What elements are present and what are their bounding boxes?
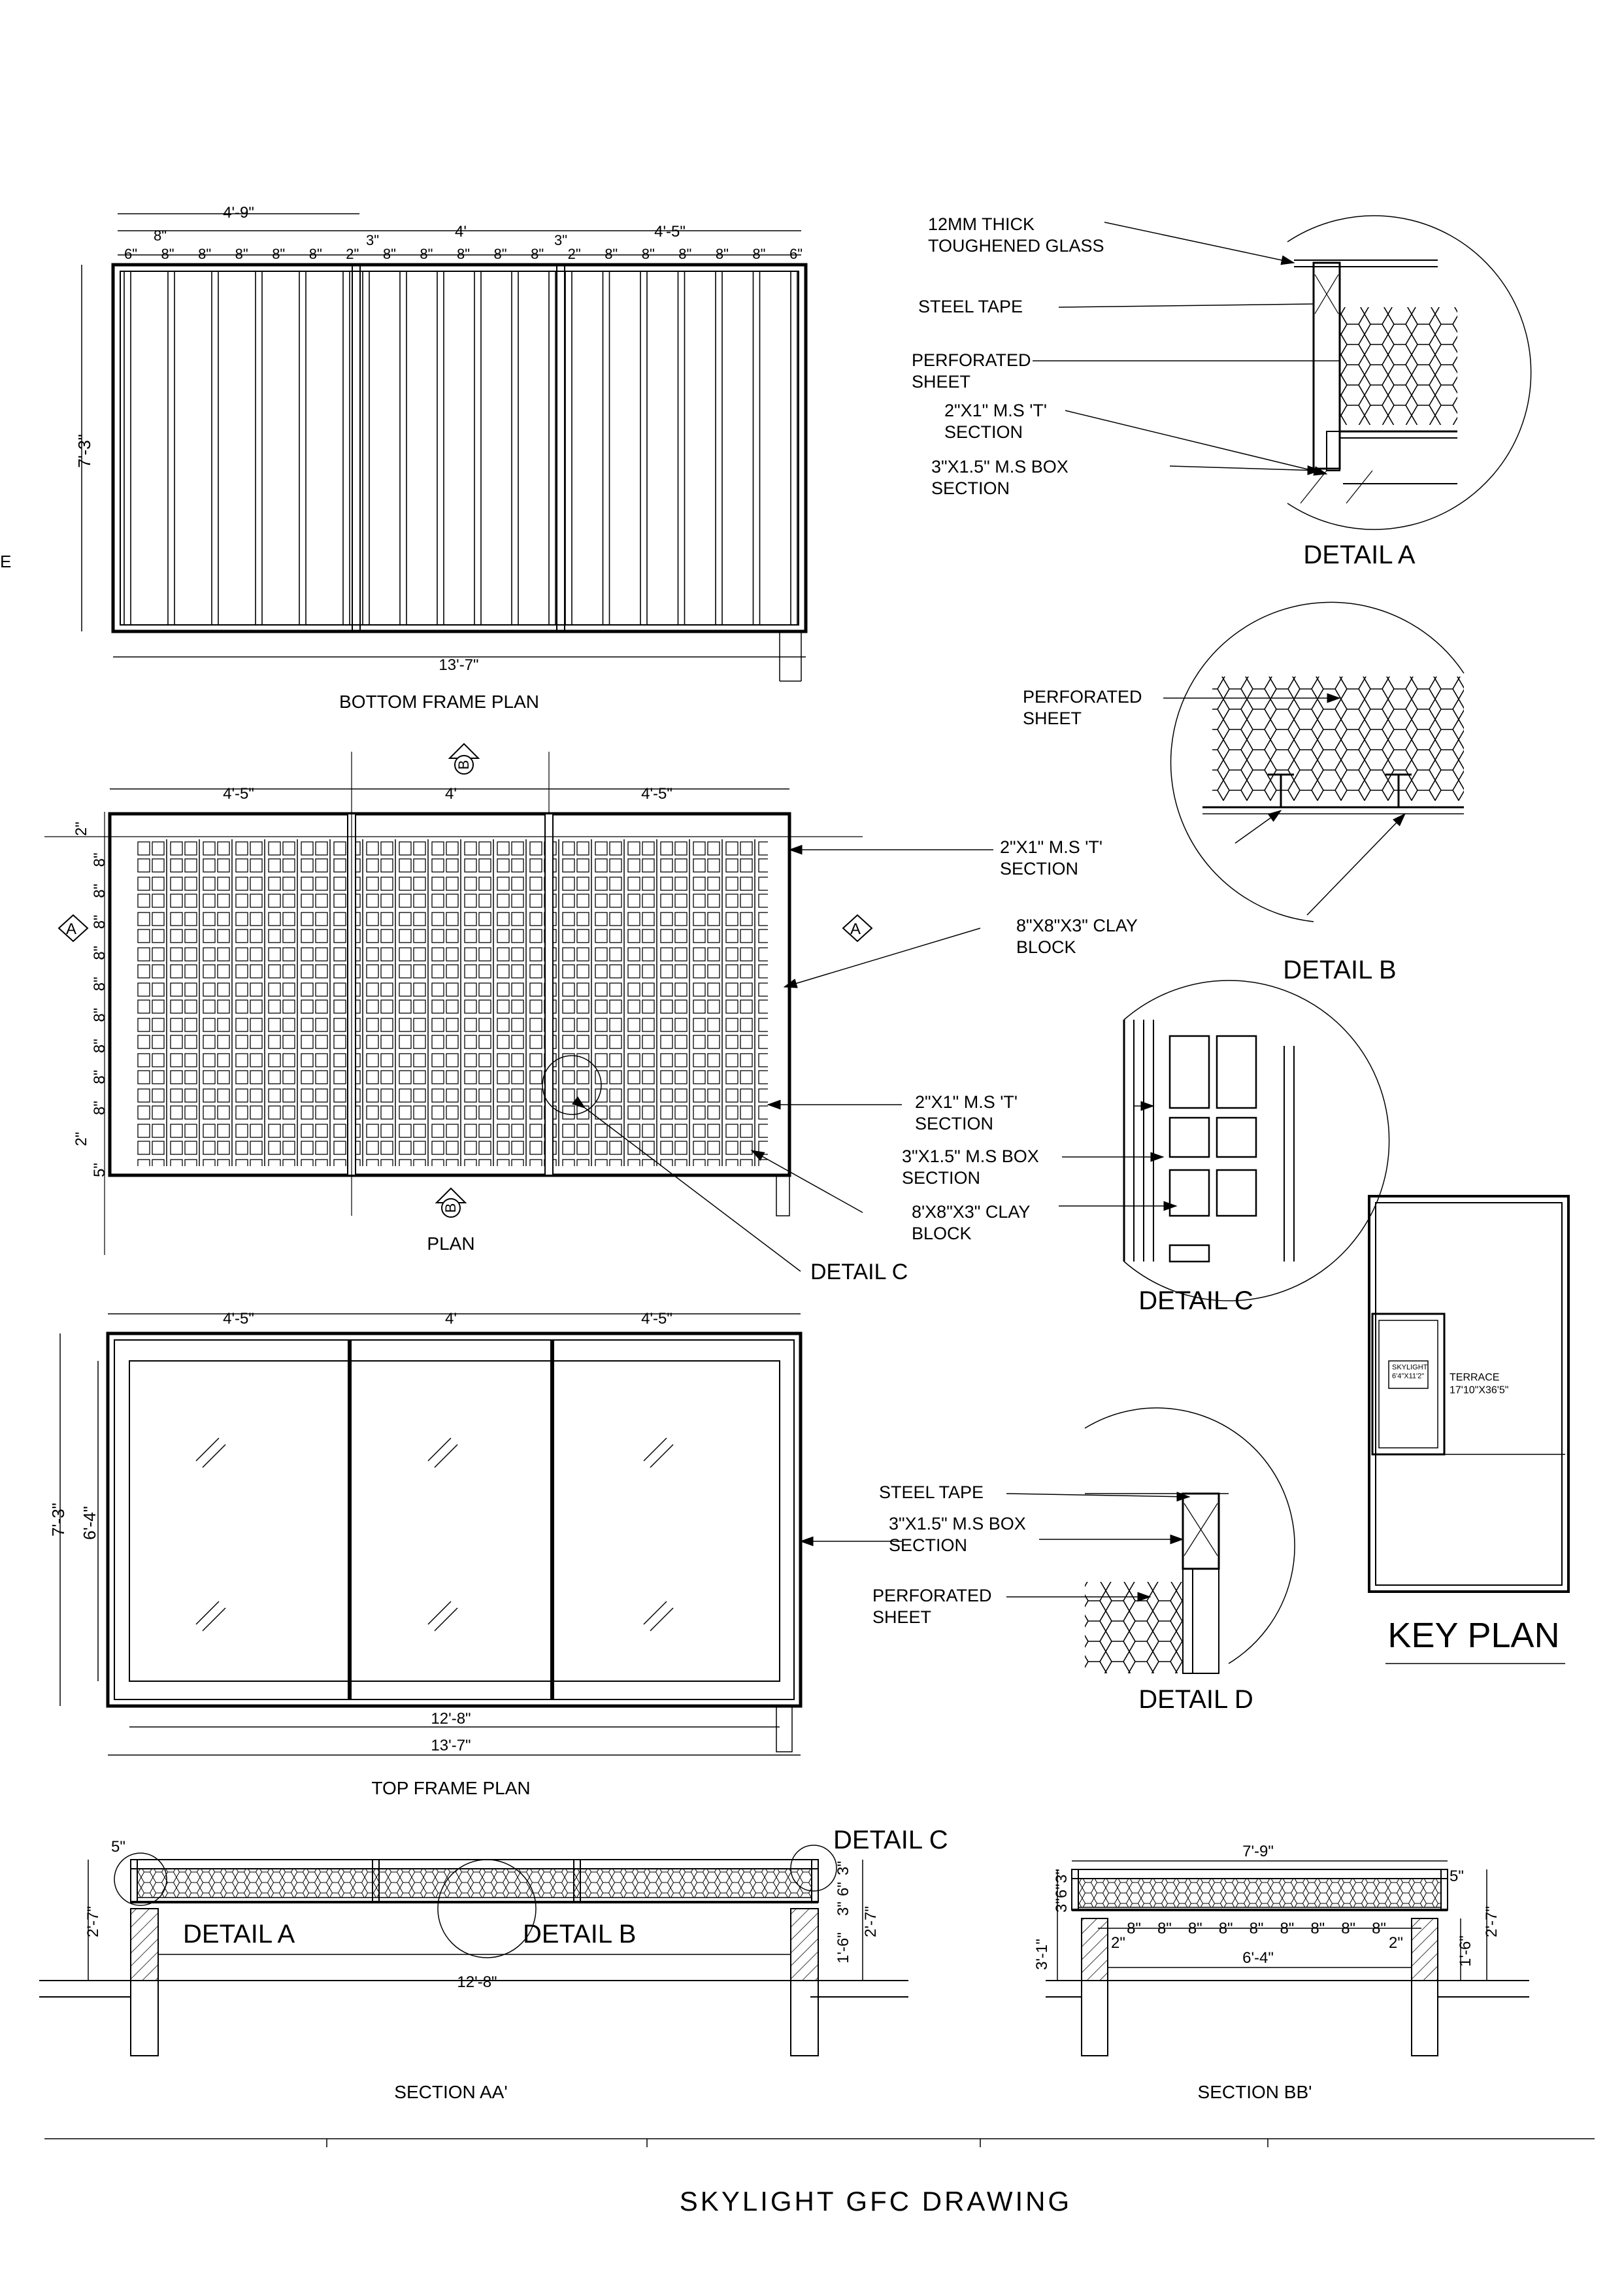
bfp-bar (256, 271, 262, 625)
bfp-row-dim: 8" (493, 246, 507, 262)
detail-d-perforated-sheet (1085, 1582, 1183, 1673)
bfp-row-dim: 8" (308, 246, 322, 262)
bfp-title: BOTTOM FRAME PLAN (339, 692, 539, 712)
detail-a-label-perforated: PERFORATED SHEET (912, 350, 1031, 392)
bfp-row-dim: 8" (531, 246, 544, 262)
tfp-inner-height-dim: 6'-4" (80, 1506, 99, 1540)
bfp-row-dim: 8" (456, 246, 471, 262)
bfp-row-dim: 8" (605, 246, 618, 262)
section-aa-dim-right-5: 2'-7" (862, 1906, 880, 1937)
bfp-row-dim: 2" (567, 246, 581, 262)
bfp-row-dim: 8" (382, 246, 396, 262)
section-bb-left-3: 3" (1053, 1898, 1070, 1913)
section-bb-title: SECTION BB' (1197, 2082, 1312, 2102)
bfp-divider-2 (557, 265, 565, 631)
bfp-bar (603, 271, 610, 625)
plan-left-dim: 8" (91, 945, 108, 960)
bfp-bar (168, 271, 174, 625)
plan-left-dim: 8" (91, 852, 108, 867)
plan-label-box-section: 3"X1.5" M.S BOX SECTION (902, 1146, 1039, 1188)
section-mark-b-top (450, 744, 478, 774)
section-bb-row-dim: 8" (1249, 1920, 1264, 1937)
detail-a-label-steel-tape: STEEL TAPE (918, 297, 1023, 316)
section-aa-dim-top: 5" (111, 1838, 125, 1856)
top-frame-outline (108, 1333, 801, 1706)
bfp-row-dim: 8" (752, 246, 766, 262)
tfp-inner-length-dim: 12'-8" (431, 1710, 471, 1728)
section-bb-right-2: 2'-7" (1483, 1906, 1500, 1937)
detail-b-title: DETAIL B (1283, 956, 1397, 984)
section-bb-left-4: 3'-1" (1033, 1939, 1051, 1970)
bfp-sub-dim-2: 3" (365, 232, 380, 248)
bottom-frame-plan (75, 204, 806, 712)
key-plan (1369, 1196, 1568, 1664)
section-mark-a-left (59, 915, 88, 941)
top-frame-plan (48, 1310, 902, 1798)
plan-left-dim: 8" (91, 1101, 108, 1116)
plan-label-clay-block-2: 8'X8"X3" CLAY BLOCK (912, 1202, 1031, 1243)
bfp-bar (549, 271, 555, 625)
key-plan-title: KEY PLAN (1387, 1616, 1560, 1655)
bfp-dim-1: 4'-9" (223, 204, 254, 222)
bfp-bar (565, 271, 572, 625)
section-bb-row-dims (1127, 1920, 1386, 1937)
plan-left-dim: 8" (91, 1007, 108, 1022)
plan-label-clay-block: 8"X8"X3" CLAY BLOCK (1016, 916, 1138, 957)
key-plan-terrace: TERRACE 17'10"X36'5" (1450, 1372, 1509, 1396)
section-aa (39, 1826, 948, 2102)
bfp-row-dim: 8" (161, 246, 174, 262)
section-aa-title: SECTION AA' (394, 2082, 508, 2102)
plan-title: PLAN (427, 1233, 475, 1254)
bfp-row-dim: 8" (678, 246, 692, 262)
plan-top-dim-2: 4' (445, 785, 457, 803)
bfp-bar (791, 271, 797, 625)
section-bb-row-dim: 8" (1218, 1920, 1233, 1937)
detail-a-perforated-sheet (1340, 307, 1457, 425)
bfp-dim-2: 4' (455, 223, 467, 241)
bfp-bar (299, 271, 306, 625)
bfp-row-dim: 6" (124, 246, 138, 262)
key-plan-skylight: SKYLIGHT 6'4"X11'2" (1392, 1364, 1428, 1381)
plan-left-dim: 8" (91, 914, 108, 929)
bfp-row-dim: 6" (789, 246, 803, 262)
section-bb-row-dim: 8" (1341, 1920, 1356, 1937)
bfp-height-dim: 7'-3" (75, 434, 94, 468)
tfp-top-dim-3: 4'-5" (641, 1310, 672, 1328)
plan-left-dim: 2" (73, 1131, 90, 1146)
tfp-height-dim: 7'-3" (48, 1503, 68, 1537)
bfp-bar (512, 271, 518, 625)
bfp-row-dims (124, 246, 803, 262)
plan-label-t-section: 2"X1" M.S 'T' SECTION (1000, 837, 1103, 879)
glass-reflection-marks (196, 1438, 673, 1631)
bfp-bar (640, 271, 647, 625)
detail-a (912, 214, 1531, 569)
section-aa-dim-right-2: 3" (835, 1901, 852, 1916)
bfp-row-dim: 8" (235, 246, 248, 262)
detail-d-label-perforated: PERFORATED SHEET (872, 1586, 992, 1627)
bfp-divider-1 (352, 265, 360, 631)
bfp-bar (716, 271, 722, 625)
bfp-length-dim: 13'-7" (439, 656, 479, 674)
section-bb-left-2: 6" (1053, 1884, 1070, 1898)
section-bb-row-dim: 8" (1372, 1920, 1386, 1937)
plan-left-dim: 5" (91, 1163, 108, 1177)
plan-left-dim: 8" (91, 977, 108, 992)
section-bb-perforated-sheet (1078, 1879, 1441, 1907)
section-aa-detail-b: DETAIL B (523, 1920, 637, 1949)
section-aa-detail-c: DETAIL C (833, 1826, 948, 1854)
bfp-row-dim: 8" (715, 246, 729, 262)
plan-left-dim: 2" (73, 822, 90, 836)
detail-d (872, 1408, 1295, 1714)
detail-a-label-box-section: 3"X1.5" M.S BOX SECTION (931, 457, 1069, 498)
bfp-bar (124, 271, 131, 625)
section-bb-row-dim: 8" (1127, 1920, 1141, 1937)
plan-left-dims (73, 822, 108, 1177)
section-bb-span: 6'-4" (1242, 1949, 1274, 1967)
detail-d-label-box-section: 3"X1.5" M.S BOX SECTION (889, 1514, 1026, 1555)
section-bb-end-dim-2: 2" (1389, 1934, 1403, 1952)
bfp-bar (212, 271, 218, 625)
bfp-row-dim: 8" (272, 246, 286, 262)
detail-d-label-steel-tape: STEEL TAPE (879, 1482, 984, 1502)
detail-a-title: DETAIL A (1303, 541, 1416, 569)
detail-c (1059, 980, 1389, 1315)
detail-c-title: DETAIL C (1138, 1286, 1253, 1315)
section-aa-dim-right-3: 6" (835, 1882, 852, 1896)
bfp-row-dim: 2" (346, 246, 359, 262)
section-bb-top-dim: 7'-9" (1242, 1843, 1274, 1860)
bfp-bar (400, 271, 406, 625)
svg-text:A: A (66, 920, 77, 938)
section-bb-right-top: 5" (1450, 1867, 1464, 1885)
section-bb-right-1: 1'-6" (1457, 1935, 1474, 1967)
tfp-top-dim-2: 4' (445, 1310, 457, 1328)
svg-text:A: A (850, 920, 861, 938)
bfp-bar (474, 271, 481, 625)
section-aa-dim-right-1: 3" (835, 1861, 852, 1875)
section-bb-row-dim: 8" (1157, 1920, 1172, 1937)
bfp-bar (678, 271, 685, 625)
section-mark-b-bottom (437, 1188, 465, 1217)
section-aa-span: 12'-8" (457, 1973, 497, 1991)
bfp-row-dim: 8" (420, 246, 433, 262)
bfp-bar (437, 271, 444, 625)
bfp-dim-3: 4'-5" (654, 223, 686, 241)
bfp-sub-dim-1: 8" (153, 227, 167, 244)
plan-left-dim: 8" (91, 1039, 108, 1054)
bfp-sub-dim-3: 3" (554, 232, 568, 248)
section-bb-left-1: 3" (1053, 1869, 1070, 1883)
section-bb-row-dim: 8" (1280, 1920, 1295, 1937)
margin-mark: E (0, 552, 12, 571)
sheet-title: SKYLIGHT GFC DRAWING (679, 2186, 1072, 2217)
bottom-frame-bars (124, 265, 797, 631)
tfp-title: TOP FRAME PLAN (371, 1778, 531, 1798)
plan-view (44, 744, 1138, 1284)
bfp-bar (754, 271, 760, 625)
detail-b-label-perforated: PERFORATED SHEET (1023, 687, 1142, 728)
bfp-bar (343, 271, 350, 625)
section-mark-a-right (843, 915, 872, 941)
section-aa-detail-a: DETAIL A (183, 1920, 295, 1949)
plan-divider (545, 814, 553, 1175)
bfp-row-dim: 8" (198, 246, 212, 262)
section-aa-dim-left: 2'-7" (84, 1906, 102, 1937)
section-aa-dim-right-4: 1'-6" (835, 1932, 852, 1964)
section-bb-row-dim: 8" (1310, 1920, 1325, 1937)
clay-block-grid (134, 839, 768, 1166)
detail-a-label-glass: 12MM THICK TOUGHENED GLASS (928, 214, 1104, 256)
section-bb-row-dim: 8" (1187, 1920, 1202, 1937)
tfp-length-dim: 13'-7" (431, 1737, 471, 1754)
plan-left-dim: 8" (91, 883, 108, 898)
section-bb-end-dim-1: 2" (1111, 1934, 1125, 1952)
detail-b-perforated-sheet (1212, 677, 1464, 801)
plan-top-dim-3: 4'-5" (641, 785, 672, 803)
plan-left-dim: 8" (91, 1069, 108, 1084)
bottom-frame-outline (113, 265, 806, 631)
detail-d-title: DETAIL D (1138, 1685, 1253, 1714)
plan-top-dim-1: 4'-5" (223, 785, 254, 803)
section-aa-perforated-sheet (137, 1869, 812, 1898)
detail-a-label-t-section: 2"X1" M.S 'T' SECTION (944, 401, 1048, 442)
section-bb (1033, 1843, 1529, 2102)
bfp-bar (363, 271, 369, 625)
bfp-row-dim: 8" (641, 246, 655, 262)
plan-label-t-section-2: 2"X1" M.S 'T' SECTION (915, 1092, 1018, 1133)
tfp-top-dim-1: 4'-5" (223, 1310, 254, 1328)
plan-detail-c-callout: DETAIL C (810, 1260, 908, 1284)
svg-text:B: B (442, 1203, 459, 1213)
svg-text:B: B (456, 760, 472, 770)
